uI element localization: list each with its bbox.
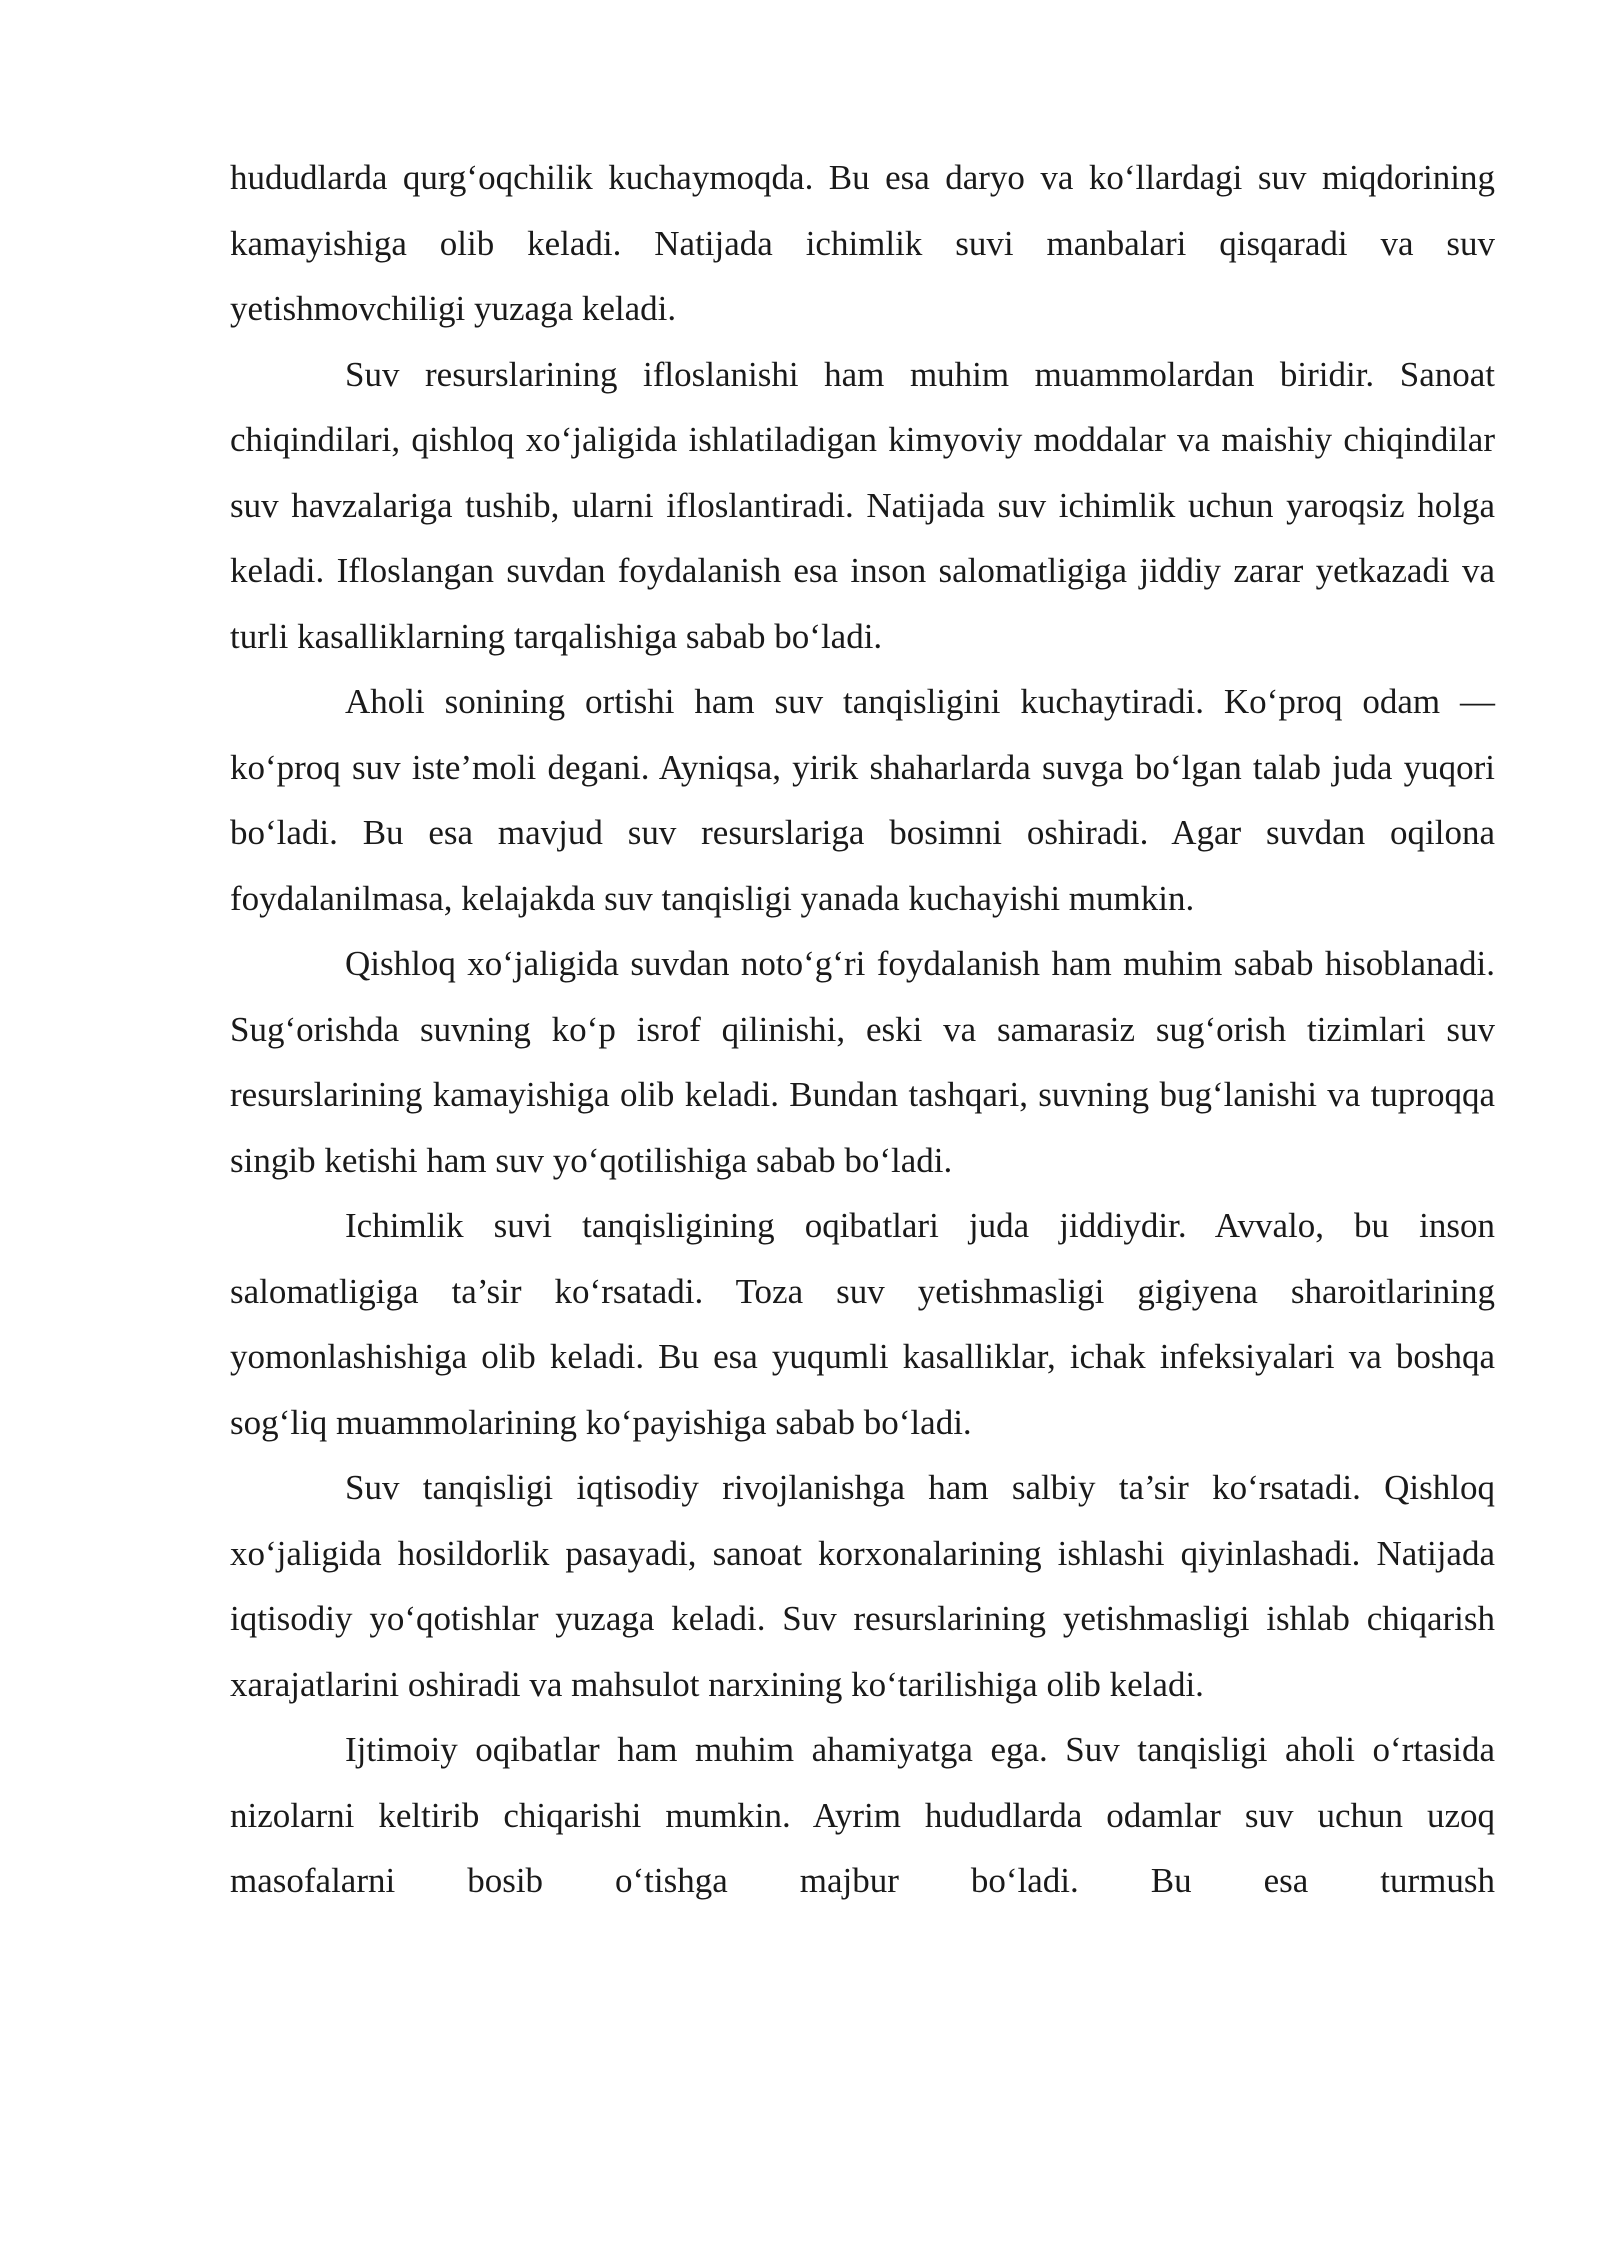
paragraph-agriculture-misuse: Qishloq xo‘jaligida suvdan noto‘g‘ri foydalanish ham muhim sabab hisoblanadi. Sug‘orishda suvning ko‘p isrof qilinishi, eski va samarasiz sug‘orish tizimlari suv resurslarining kamayishiga olib keladi. Bundan tashqari, suvning bug‘lanishi va tuproqqa singib ketishi ham suv yo‘qotilishiga sabab bo‘ladi. — [230, 944, 1495, 1180]
paragraph-drought-continuation: hududlarda qurg‘oqchilik kuchaymoqda. Bu esa daryo va ko‘llardagi suv miqdorining kamayishiga olib keladi. Natijada ichimlik suvi manbalari qisqaradi va suv yetishmovchiligi yuzaga keladi. — [230, 158, 1495, 328]
paragraph-social-consequences: Ijtimoiy oqibatlar ham muhim ahamiyatga ega. Suv tanqisligi aholi o‘rtasida nizolarni keltirib chiqarishi mumkin. Ayrim hududlarda odamlar suv uchun uzoq masofalarni bosib o‘tishga majbur bo‘ladi. Bu esa turmush — [230, 1730, 1495, 1900]
paragraph-water-pollution: Suv resurslarining ifloslanishi ham muhim muammolardan biridir. Sanoat chiqindilari, qishloq xo‘jaligida ishlatiladigan kimyoviy moddalar va maishiy chiqindilar suv havzalariga tushib, ularni ifloslantiradi. Natijada suv ichimlik uchun yaroqsiz holga keladi. Ifloslangan suvdan foydalanish esa inson salomatligiga jiddiy zarar yetkazadi va turli kasalliklarning tarqalishiga sabab bo‘ladi. — [230, 354, 1495, 656]
paragraph-health-consequences: Ichimlik suvi tanqisligining oqibatlari juda jiddiydir. Avvalo, bu inson salomatligiga ta’sir ko‘rsatadi. Toza suv yetishmasligi gigiyena sharoitlarining yomonlashishiga olib keladi. Bu esa yuqumli kasalliklar, ichak infeksiyalari va boshqa sog‘liq muammolarining ko‘payishiga sabab bo‘ladi. — [230, 1206, 1495, 1442]
paragraph-population-growth: Aholi sonining ortishi ham suv tanqisligini kuchaytiradi. Ko‘proq odam — ko‘proq suv iste’moli degani. Ayniqsa, yirik shaharlarda suvga bo‘lgan talab juda yuqori bo‘ladi. Bu esa mavjud suv resurslariga bosimni oshiradi. Agar suvdan oqilona foydalanilmasa, kelajakda suv tanqisligi yanada kuchayishi mumkin. — [230, 682, 1495, 918]
document-body — [230, 145, 1495, 1914]
paragraph-economic-impact: Suv tanqisligi iqtisodiy rivojlanishga ham salbiy ta’sir ko‘rsatadi. Qishloq xo‘jaligida hosildorlik pasayadi, sanoat korxonalarining ishlashi qiyinlashadi. Natijada iqtisodiy yo‘qotishlar yuzaga keladi. Suv resurslarining yetishmasligi ishlab chiqarish xarajatlarini oshiradi va mahsulot narxining ko‘tarilishiga olib keladi. — [230, 1468, 1495, 1704]
